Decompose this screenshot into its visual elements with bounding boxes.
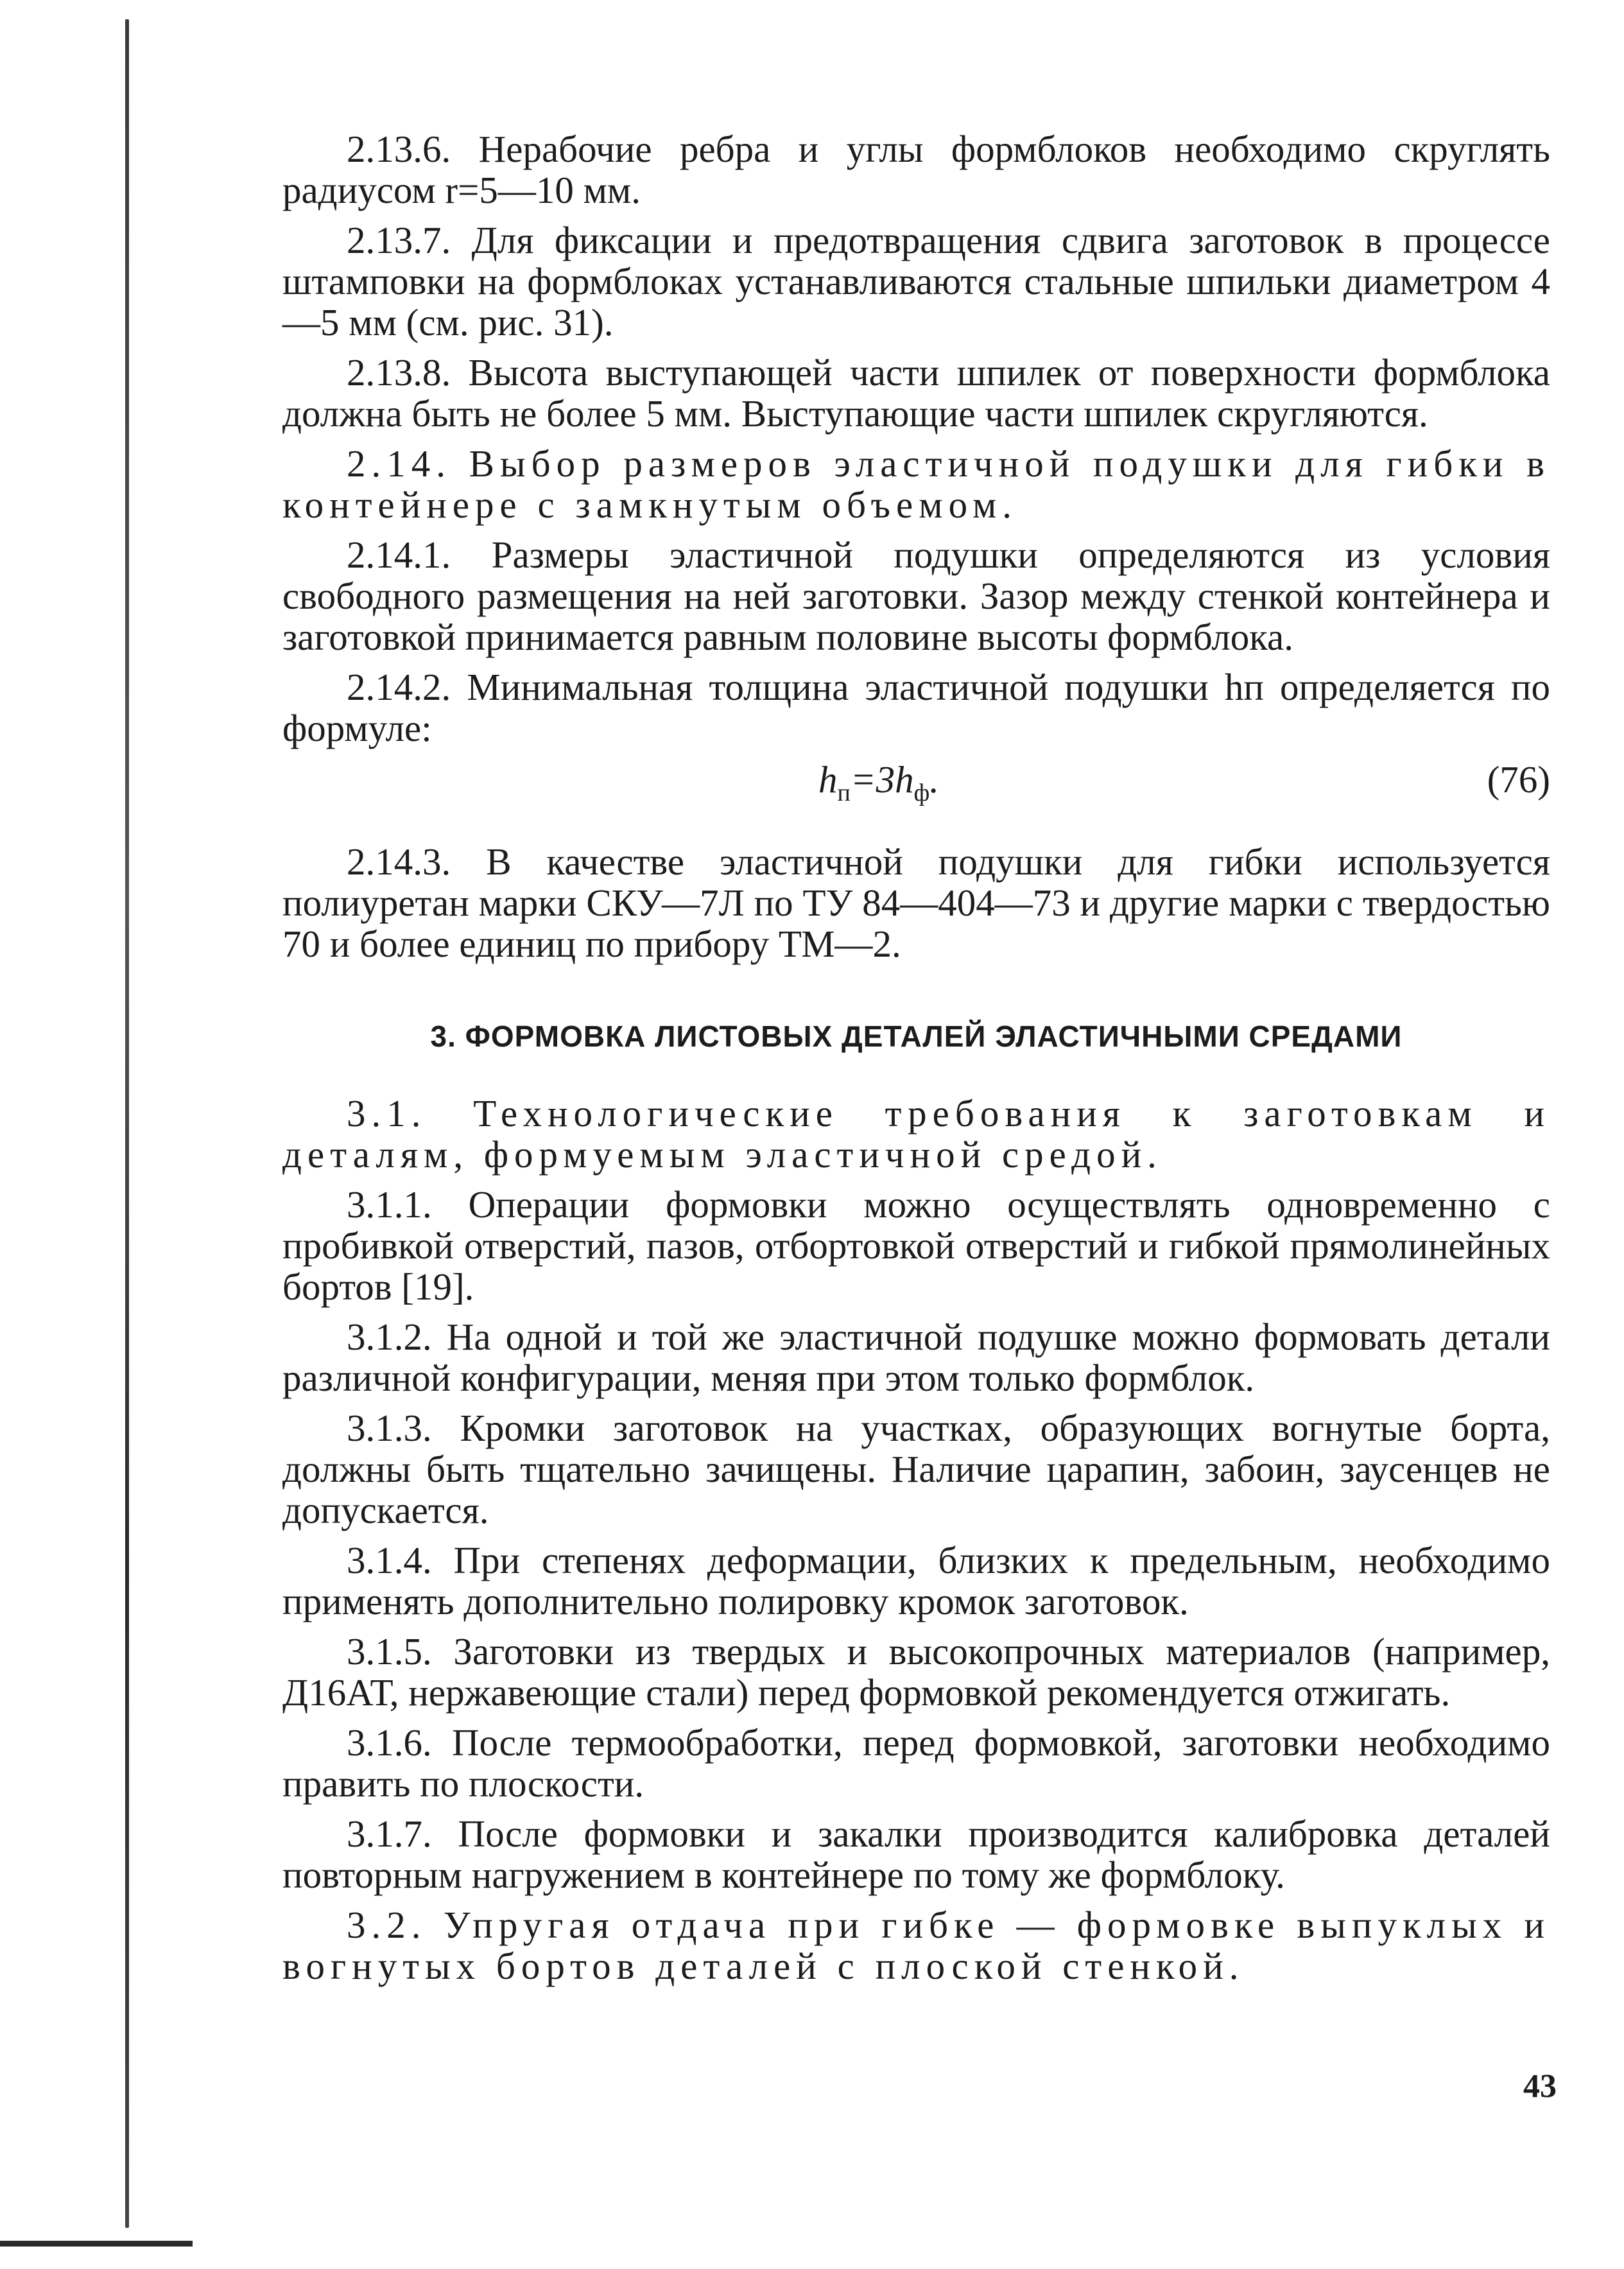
paragraph-2-13-7: 2.13.7. Для фиксации и предотвращения сдвига заготовок в процессе штамповки на формблоках устанавливаются стальные шпильки диаметром 4—5 мм (см. рис. 31). (282, 219, 1550, 343)
paragraph-3-1-3: 3.1.3. Кромки заготовок на участках, образующих вогнутые борта, должны быть тщательно зачищены. Наличие царапин, забоин, заусенцев не допускается. (282, 1407, 1550, 1531)
section-title: 3. ФОРМОВКА ЛИСТОВЫХ ДЕТАЛЕЙ ЭЛАСТИЧНЫМИ СРЕДАМИ (430, 1020, 1403, 1053)
paragraph-3-1-1: 3.1.1. Операции формовки можно осуществлять одновременно с пробивкой отверстий, пазов, отбортовкой отверстий и гибкой прямолинейных бортов [19]. (282, 1183, 1550, 1308)
page-body (282, 128, 1550, 1995)
binding-edge-line (125, 19, 129, 2228)
paragraph-2-14-heading: 2.14. Выбор размеров эластичной подушки для гибки в контейнере с замкнутым объемом. (282, 442, 1550, 526)
paragraph-2-13-8: 2.13.8. Высота выступающей части шпилек от поверхности формблока должна быть не более 5 мм. Выступающие части шпилек скругляются. (282, 351, 1550, 435)
formula-76: $h_п=3h_ф$. (818, 758, 940, 806)
paragraph-2-14-1: 2.14.1. Размеры эластичной подушки определяются из условия свободного размещения на ней заготовки. Зазор между стенкой контейнера и заготовкой принимается равным половине высоты формблока. (282, 534, 1550, 658)
equation-number: (76) (1487, 758, 1550, 801)
formula-row (282, 751, 1550, 805)
paragraph-3-1-5: 3.1.5. Заготовки из твердых и высокопрочных материалов (например, Д16АТ, нержавеющие стали) перед формовкой рекомендуется отжигать. (282, 1630, 1550, 1714)
paragraph-2-13-6: 2.13.6. Нерабочие ребра и углы формблоков необходимо скруглять радиусом r=5—10 мм. (282, 128, 1550, 211)
paragraph-3-1-6: 3.1.6. После термообработки, перед формовкой, заготовки необходимо править по плоскости. (282, 1721, 1550, 1805)
paragraph-2-14-2: 2.14.2. Минимальная толщина эластичной подушки hп определяется по формуле: (282, 666, 1550, 749)
paragraph-3-1-4: 3.1.4. При степенях деформации, близких к предельным, необходимо применять дополнительно полировку кромок заготовок. (282, 1539, 1550, 1622)
paragraph-3-1-heading: 3.1. Технологические требования к заготовкам и деталям, формуемым эластичной средой. (282, 1092, 1550, 1176)
paragraph-2-14-3: 2.14.3. В качестве эластичной подушки для гибки используется полиуретан марки СКУ—7Л по ТУ 84—404—73 и другие марки с твердостью 70 и более единиц по прибору ТМ—2. (282, 840, 1550, 965)
bottom-edge-rule (0, 2241, 193, 2247)
page-number: 43 (1523, 2068, 1557, 2105)
paragraph-3-1-2: 3.1.2. На одной и той же эластичной подушке можно формовать детали различной конфигурации, меняя при этом только формблок. (282, 1316, 1550, 1399)
paragraph-3-1-7: 3.1.7. После формовки и закалки производится калибровка деталей повторным нагружением в контейнере по тому же формблоку. (282, 1813, 1550, 1896)
paragraph-3-2-heading: 3.2. Упругая отдача при гибке — формовке выпуклых и вогнутых бортов деталей с плоской стенкой. (282, 1904, 1550, 1987)
